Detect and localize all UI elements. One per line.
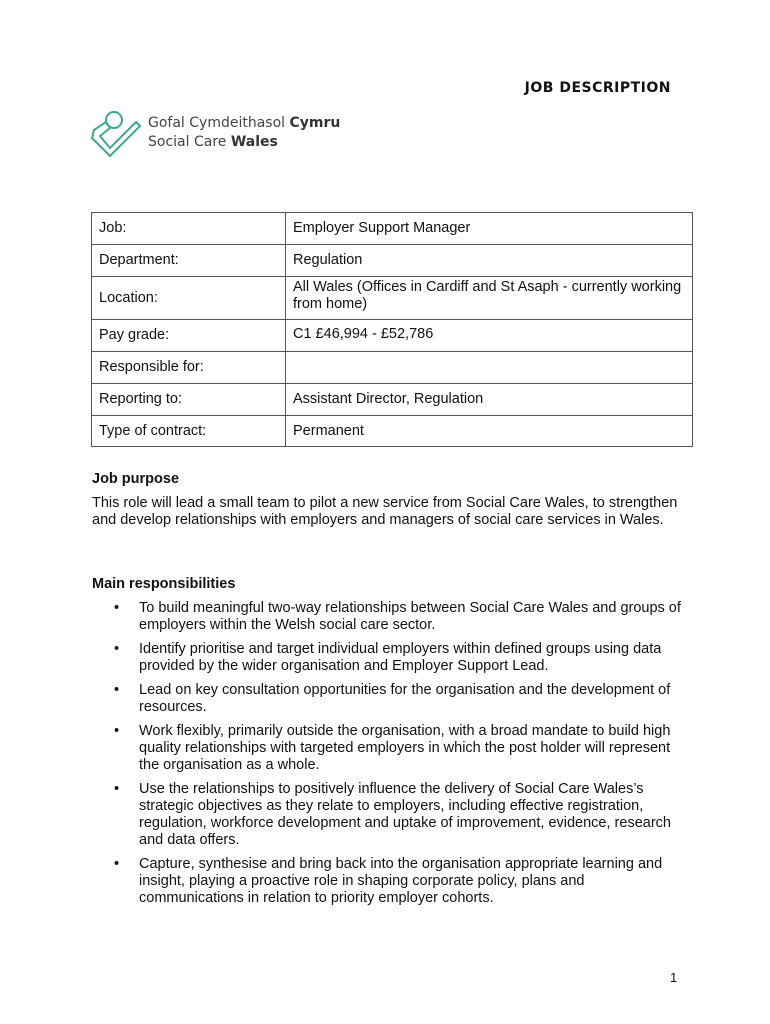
row-label: Reporting to: (92, 384, 286, 416)
list-item: • Work flexibly, primarily outside the organisation, with a broad mandate to build high quality relationships with targeted employers in which the post holder will represent the organisation as a whole. (92, 723, 692, 774)
row-label: Responsible for: (92, 352, 286, 384)
row-label: Pay grade: (92, 320, 286, 352)
page-number: 1 (670, 970, 678, 985)
row-label: Department: (92, 245, 286, 277)
logo-welsh-text: Gofal Cymdeithasol (148, 115, 290, 131)
logo-welsh-bold: Cymru (289, 115, 341, 131)
row-label: Job: (92, 213, 286, 245)
row-value (286, 352, 693, 384)
row-value: C1 £46,994 - £52,786 (286, 320, 693, 352)
table-row (92, 277, 693, 320)
row-value: Regulation (286, 245, 693, 277)
responsibilities-list (92, 600, 692, 914)
list-item: • Identify prioritise and target individual employers within defined groups using data provided by the wider organisation and Employer Support Lead. (92, 641, 692, 675)
row-value: Assistant Director, Regulation (286, 384, 693, 416)
list-item: • Capture, synthesise and bring back into the organisation appropriate learning and insight, playing a proactive role in shaping corporate policy, plans and communications in relation to priority employer cohorts. (92, 856, 692, 907)
row-label: Location: (92, 277, 286, 320)
social-care-wales-logo (90, 108, 340, 158)
logo-english-bold: Wales (230, 134, 278, 150)
row-value: All Wales (Offices in Cardiff and St Asaph - currently working from home) (286, 277, 693, 320)
row-value: Employer Support Manager (286, 213, 693, 245)
job-purpose-heading: Job purpose (92, 471, 180, 487)
document-title: JOB DESCRIPTION (524, 80, 671, 96)
row-label: Type of contract: (92, 416, 286, 447)
list-item: • Lead on key consultation opportunities for the organisation and the development of resources. (92, 682, 692, 716)
table-row (92, 352, 693, 384)
table-row (92, 384, 693, 416)
table-row (92, 416, 693, 447)
logo-english-text: Social Care (148, 134, 231, 150)
list-item: • To build meaningful two-way relationships between Social Care Wales and groups of employers within the Welsh social care sector. (92, 600, 692, 634)
logo-icon (90, 108, 142, 158)
row-value: Permanent (286, 416, 693, 447)
responsibilities-heading: Main responsibilities (92, 576, 236, 592)
table-row (92, 245, 693, 277)
table-row (92, 320, 693, 352)
table-row (92, 213, 693, 245)
job-purpose-text: This role will lead a small team to pilot a new service from Social Care Wales, to strengthen and develop relationships with employers and managers of social care services in Wales. (92, 495, 678, 528)
job-details-table (91, 212, 693, 447)
list-item: • Use the relationships to positively influence the delivery of Social Care Wales’s strategic objectives as they relate to employers, including effective registration, regulation, workforce development and uptake of improvement, evidence, research and data offers. (92, 781, 692, 849)
